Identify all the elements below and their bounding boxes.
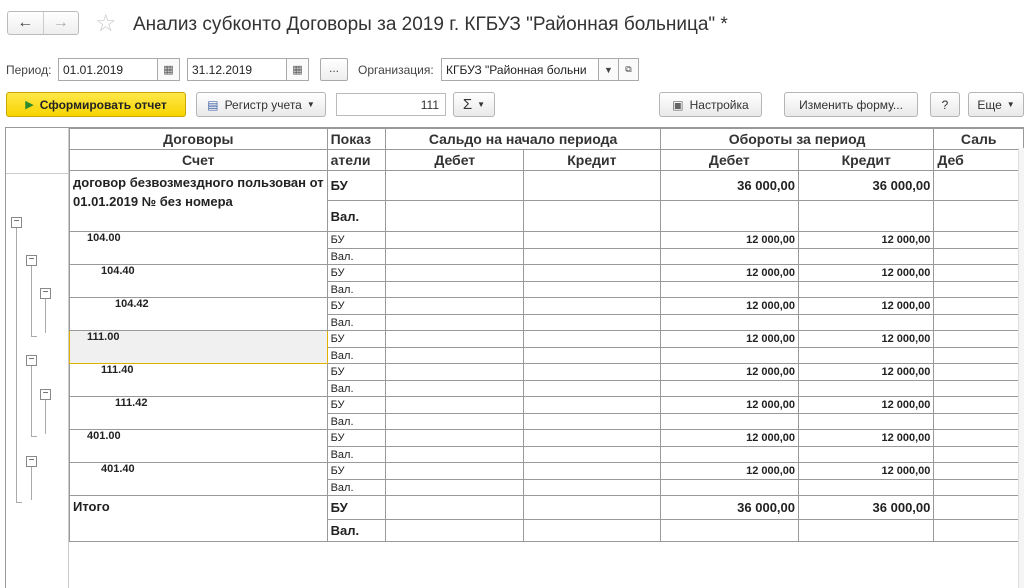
account-cell-selected[interactable]: 111.00 (70, 331, 328, 364)
header-turn-credit: Кредит (799, 150, 934, 171)
cell (934, 480, 1024, 496)
table-row[interactable] (70, 331, 1024, 348)
header-open-debit: Дебет (386, 150, 524, 171)
cell (660, 447, 798, 463)
cell (524, 463, 661, 480)
contract-name: договор безвозмездного пользован от 01.01.2019 № без номера (70, 171, 328, 232)
cell (934, 331, 1024, 348)
title-bar (0, 0, 1024, 50)
header-row-2 (70, 150, 1024, 171)
tree-line (45, 400, 46, 434)
cell (386, 298, 524, 315)
cell (524, 348, 661, 364)
number-field[interactable]: 111 (336, 93, 446, 116)
tree-header-separator (6, 173, 69, 174)
account-cell: 104.40 (70, 265, 328, 298)
generate-report-label: Сформировать отчет (39, 97, 167, 112)
cell (524, 171, 661, 201)
cell (934, 520, 1024, 542)
register-label: Регистр учета (224, 97, 302, 112)
ind-cell: Вал. (327, 381, 386, 397)
cell (524, 265, 661, 282)
cell (386, 381, 524, 397)
cell (934, 171, 1024, 201)
cell (934, 496, 1024, 520)
credit-cell: 12 000,00 (799, 265, 934, 282)
period-label: Период: (6, 63, 52, 77)
cell (799, 447, 934, 463)
collapse-contract-icon[interactable]: − (11, 217, 22, 228)
header-open-credit: Кредит (524, 150, 661, 171)
debit-cell: 12 000,00 (660, 331, 798, 348)
ind-cell: БУ (327, 232, 386, 249)
cell (524, 447, 661, 463)
ind-cell: БУ (327, 265, 386, 282)
cell (934, 282, 1024, 298)
generate-report-button[interactable] (6, 92, 186, 117)
header-account: Счет (70, 150, 328, 171)
cell (386, 520, 524, 542)
header-indicators-2: атели (327, 150, 386, 171)
tree-line (31, 436, 37, 437)
cell (386, 364, 524, 381)
account-cell: 111.40 (70, 364, 328, 397)
header-closing-balance: Саль (934, 129, 1024, 150)
organization-open-icon[interactable]: ⧉ (619, 58, 639, 81)
ind-cell: Вал. (327, 282, 386, 298)
tree-line (16, 228, 17, 502)
cell (799, 249, 934, 265)
total-turn-debit: 36 000,00 (660, 496, 798, 520)
tree-line (45, 299, 46, 333)
total-turn-credit: 36 000,00 (799, 496, 934, 520)
organization-dropdown-icon[interactable]: ▼ (599, 58, 619, 81)
cell (934, 463, 1024, 480)
forward-arrow-icon: → (52, 14, 69, 31)
cell (934, 414, 1024, 430)
table-row[interactable] (70, 364, 1024, 381)
settings-icon: ▣ (672, 97, 684, 112)
help-button[interactable]: ? (930, 92, 960, 117)
account-cell: 111.42 (70, 397, 328, 430)
cell (386, 480, 524, 496)
register-button[interactable] (196, 92, 326, 117)
organization-input[interactable]: КГБУЗ "Районная больни (441, 58, 599, 81)
ind-cell: БУ (327, 298, 386, 315)
cell (386, 397, 524, 414)
cell (934, 348, 1024, 364)
cell (524, 381, 661, 397)
account-cell: 104.00 (70, 232, 328, 265)
ind-cell: БУ (327, 364, 386, 381)
cell (524, 331, 661, 348)
debit-cell: 12 000,00 (660, 232, 798, 249)
cell (386, 232, 524, 249)
organization-label: Организация: (358, 63, 434, 77)
cell (386, 463, 524, 480)
report-table (69, 128, 1024, 542)
cell (934, 430, 1024, 447)
ind-cell: БУ (327, 430, 386, 447)
credit-cell: 12 000,00 (799, 331, 934, 348)
collapse-104-icon[interactable]: − (26, 255, 37, 266)
register-icon: ▤ (207, 97, 219, 112)
header-row-1 (70, 129, 1024, 150)
settings-button[interactable] (659, 92, 762, 117)
header-indicators-1: Показ (327, 129, 386, 150)
table-row[interactable] (70, 298, 1024, 315)
cell (386, 171, 524, 201)
cell (799, 201, 934, 232)
cell (524, 298, 661, 315)
header-turn-debit: Дебет (660, 150, 798, 171)
cell (524, 249, 661, 265)
grouping-tree (6, 128, 69, 588)
window-title: Анализ субконто Договоры за 2019 г. КГБУЗ "Районная больница" * (133, 14, 728, 35)
cell (524, 480, 661, 496)
cell (660, 282, 798, 298)
total-label: Итого (70, 496, 328, 542)
debit-cell: 12 000,00 (660, 298, 798, 315)
table-row[interactable] (70, 430, 1024, 447)
filter-row (0, 58, 1024, 82)
credit-cell: 12 000,00 (799, 463, 934, 480)
register-dropdown-icon: ▼ (306, 100, 315, 109)
cell (524, 397, 661, 414)
cell (660, 348, 798, 364)
total-row-bu[interactable] (70, 496, 1024, 520)
cell (799, 480, 934, 496)
tree-line (31, 336, 37, 337)
cell (386, 315, 524, 331)
tree-line (31, 266, 32, 336)
cell (934, 364, 1024, 381)
sigma-icon: Σ (462, 96, 473, 113)
cell (660, 480, 798, 496)
ind-cell: БУ (327, 331, 386, 348)
cell (386, 331, 524, 348)
cell (386, 414, 524, 430)
credit-cell: 12 000,00 (799, 298, 934, 315)
cell (386, 249, 524, 265)
cell (934, 397, 1024, 414)
cell (660, 249, 798, 265)
debit-cell: 12 000,00 (660, 364, 798, 381)
cell (934, 298, 1024, 315)
cell (799, 348, 934, 364)
report-area (5, 127, 1024, 588)
play-icon: ▶ (25, 99, 34, 111)
account-cell: 401.00 (70, 430, 328, 463)
ind-cell: Вал. (327, 447, 386, 463)
sum-dropdown-icon: ▼ (477, 100, 486, 109)
cell (799, 414, 934, 430)
cell (934, 249, 1024, 265)
cell (660, 520, 798, 542)
cell (524, 282, 661, 298)
cell (934, 315, 1024, 331)
sum-button[interactable] (453, 92, 495, 117)
favorite-star-icon[interactable]: ☆ (95, 10, 117, 37)
collapse-111-40-icon[interactable]: − (40, 389, 51, 400)
cell (799, 520, 934, 542)
ind-cell: Вал. (327, 414, 386, 430)
table-row[interactable] (70, 265, 1024, 282)
nav-buttons (7, 11, 79, 35)
table-row[interactable] (70, 463, 1024, 480)
collapse-104-40-icon[interactable]: − (40, 288, 51, 299)
date-from-input[interactable]: 01.01.2019 (58, 58, 158, 81)
ind-cell: Вал. (327, 249, 386, 265)
ind-cell: БУ (327, 463, 386, 480)
credit-cell: 12 000,00 (799, 397, 934, 414)
cell (386, 496, 524, 520)
cell (524, 201, 661, 232)
debit-cell: 12 000,00 (660, 265, 798, 282)
total-ind-val: Вал. (327, 520, 386, 542)
table-row[interactable] (70, 232, 1024, 249)
cell (934, 447, 1024, 463)
debit-cell: 12 000,00 (660, 463, 798, 480)
header-close-debit: Деб (934, 150, 1024, 171)
contract-ind-bu: БУ (327, 171, 386, 201)
cell (386, 348, 524, 364)
cell (660, 381, 798, 397)
cell (934, 201, 1024, 232)
settings-label: Настройка (689, 97, 749, 112)
cell (524, 430, 661, 447)
contract-row-bu[interactable] (70, 171, 1024, 201)
table-row[interactable] (70, 397, 1024, 414)
more-button[interactable] (968, 92, 1024, 117)
cell (386, 265, 524, 282)
header-turnover: Обороты за период (660, 129, 934, 150)
forward-button[interactable] (43, 12, 79, 34)
tree-line (31, 366, 32, 436)
calendar-from-icon[interactable]: ▦ (158, 58, 180, 81)
cell (386, 282, 524, 298)
vertical-scrollbar[interactable] (1018, 148, 1024, 588)
cell (934, 265, 1024, 282)
contract-turn-credit: 36 000,00 (799, 171, 934, 201)
date-to-input[interactable]: 31.12.2019 (187, 58, 287, 81)
cell (524, 496, 661, 520)
total-ind-bu: БУ (327, 496, 386, 520)
ind-cell: Вал. (327, 315, 386, 331)
contract-turn-debit: 36 000,00 (660, 171, 798, 201)
ind-cell: Вал. (327, 348, 386, 364)
cell (386, 201, 524, 232)
cell (799, 381, 934, 397)
account-cell: 104.42 (70, 298, 328, 331)
debit-cell: 12 000,00 (660, 397, 798, 414)
ind-cell: Вал. (327, 480, 386, 496)
tree-line (16, 502, 22, 503)
cell (660, 414, 798, 430)
account-cell: 401.40 (70, 463, 328, 496)
back-button[interactable] (8, 12, 43, 34)
cell (386, 430, 524, 447)
tree-line (31, 467, 32, 500)
more-dropdown-icon: ▼ (1006, 100, 1015, 109)
cell (660, 201, 798, 232)
cell (524, 364, 661, 381)
contract-ind-val: Вал. (327, 201, 386, 232)
credit-cell: 12 000,00 (799, 232, 934, 249)
credit-cell: 12 000,00 (799, 364, 934, 381)
collapse-401-icon[interactable]: − (26, 456, 37, 467)
cell (524, 414, 661, 430)
more-label: Еще (977, 97, 1002, 112)
toolbar (0, 92, 1024, 118)
header-opening-balance: Сальдо на начало периода (386, 129, 660, 150)
cell (799, 282, 934, 298)
period-select-button[interactable]: ... (320, 58, 348, 81)
debit-cell: 12 000,00 (660, 430, 798, 447)
credit-cell: 12 000,00 (799, 430, 934, 447)
cell (524, 520, 661, 542)
back-arrow-icon: ← (17, 14, 34, 31)
collapse-111-icon[interactable]: − (26, 355, 37, 366)
cell (524, 232, 661, 249)
cell (386, 447, 524, 463)
cell (799, 315, 934, 331)
cell (934, 381, 1024, 397)
ind-cell: БУ (327, 397, 386, 414)
calendar-to-icon[interactable]: ▦ (287, 58, 309, 81)
cell (660, 315, 798, 331)
header-contracts: Договоры (70, 129, 328, 150)
change-form-button[interactable]: Изменить форму... (784, 92, 918, 117)
cell (524, 315, 661, 331)
cell (934, 232, 1024, 249)
